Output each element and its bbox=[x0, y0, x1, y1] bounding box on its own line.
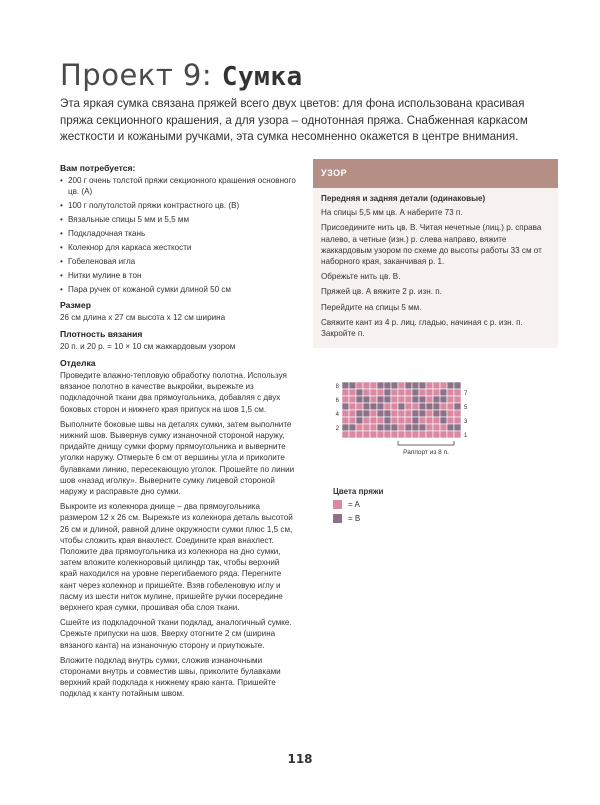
chart-cell bbox=[398, 417, 405, 424]
chart-cell bbox=[377, 403, 384, 410]
materials-list bbox=[60, 175, 296, 295]
chart-cell bbox=[419, 403, 426, 410]
material-item: • Вязальные спицы 5 мм и 5,5 мм bbox=[60, 214, 296, 225]
chart-cell bbox=[398, 403, 405, 410]
pattern-step: Перейдите на спицы 5 мм. bbox=[321, 302, 422, 312]
pattern-heading: УЗОР bbox=[313, 159, 558, 188]
chart-cell bbox=[433, 410, 440, 417]
chart-cell bbox=[405, 424, 412, 431]
chart-cell bbox=[384, 417, 391, 424]
size-section bbox=[60, 299, 296, 324]
legend-item-b bbox=[333, 514, 383, 523]
chart-cell bbox=[391, 431, 398, 438]
legend-item-a bbox=[333, 500, 383, 509]
chart-cell bbox=[433, 403, 440, 410]
chart-cell bbox=[370, 417, 377, 424]
chart-cell bbox=[412, 382, 419, 389]
chart-cell bbox=[398, 410, 405, 417]
chart-cell bbox=[356, 396, 363, 403]
chart-cell bbox=[384, 431, 391, 438]
pattern-box bbox=[313, 159, 558, 348]
chart-cell bbox=[412, 389, 419, 396]
chart-cell bbox=[440, 431, 447, 438]
chart-cell bbox=[433, 431, 440, 438]
chart-row-label: 4 bbox=[335, 412, 339, 418]
chart-cell bbox=[419, 431, 426, 438]
chart-cell bbox=[342, 389, 349, 396]
finishing-paragraph: Выполните боковые швы на деталях сумки, затем выполните нижний шов. Вывернув сумку изнаночной стороной наружу, придайте днищу сумки форму прямоугольника и выверните уголки наружу. Отмерьте 6 см от вершины угла и приколите булавками линию, пересекающую уголок. Прошейте по линии шов «назад иголку». Выверните сумку лицевой стороной наружу и расправьте дно сумки. bbox=[60, 419, 295, 497]
chart-cell bbox=[454, 424, 461, 431]
chart-cell bbox=[405, 396, 412, 403]
chart-cell bbox=[447, 431, 454, 438]
size-text: 26 см длина x 27 см высота x 12 см ширина bbox=[60, 313, 226, 322]
material-item: • Нитки мулине в тон bbox=[60, 270, 296, 281]
chart-cell bbox=[433, 389, 440, 396]
chart-cell bbox=[426, 382, 433, 389]
chart-cell bbox=[426, 410, 433, 417]
chart-cell bbox=[454, 382, 461, 389]
chart-cell bbox=[405, 382, 412, 389]
pattern-body bbox=[313, 188, 558, 348]
chart-cell bbox=[370, 424, 377, 431]
finishing-section bbox=[60, 357, 296, 700]
legend-label-b: = B bbox=[348, 514, 361, 523]
chart-cell bbox=[384, 382, 391, 389]
chart-row-label: 3 bbox=[464, 419, 468, 425]
chart-cell bbox=[349, 396, 356, 403]
chart-cell bbox=[356, 410, 363, 417]
chart-cell bbox=[356, 424, 363, 431]
chart-cell bbox=[412, 417, 419, 424]
chart-cell bbox=[384, 410, 391, 417]
chart-cell bbox=[342, 417, 349, 424]
chart-cell bbox=[426, 424, 433, 431]
chart-cell bbox=[356, 389, 363, 396]
pattern-step: На спицы 5,5 мм цв. А наберите 73 п. bbox=[321, 208, 463, 218]
chart-cell bbox=[426, 389, 433, 396]
chart-row-label: 7 bbox=[464, 391, 468, 397]
chart-cell bbox=[433, 396, 440, 403]
finishing-paragraph: Вложите подклад внутрь сумки, сложив изнаночными сторонами внутрь и совместив швы, приколите булавками верхний край подклада к нижнему краю канта. Пришейте подклад к канту потайным швом. bbox=[60, 655, 281, 699]
finishing-paragraph: Выкроите из колекнора днище – два прямоугольника размером 12 x 26 см. Вырежьте из колекнора деталь высотой 26 см и длиной, равной длине окружности сумки плюс 1,5 см, чтобы сложить края внахлест. Соедините края внахлест. Положите два прямоугольника из колекнора на дно сумки, затем вложите колекноровый цилиндр так, чтобы верхний край находился на уровне перегибаемого ряда. Перегните кант через колекнор и пришейте. Взяв гобеленовую иглу и пасму из шести ниток мулине, пришейте ручки посередине верхнего края сумки, прошивая оба слоя ткани. bbox=[60, 502, 293, 613]
chart-cell bbox=[433, 424, 440, 431]
legend-swatch-b bbox=[333, 514, 342, 523]
chart-cell bbox=[349, 424, 356, 431]
chart-cell bbox=[349, 389, 356, 396]
chart-cell bbox=[363, 431, 370, 438]
chart-cell bbox=[405, 410, 412, 417]
chart-row-label: 6 bbox=[335, 398, 339, 404]
pattern-step: Свяжите кант из 4 р. лиц. гладью, начиная с р. изн. п. Закройте п. bbox=[321, 317, 523, 339]
chart-cell bbox=[398, 431, 405, 438]
chart-cell bbox=[440, 403, 447, 410]
chart-cell bbox=[391, 410, 398, 417]
chart-cell bbox=[412, 424, 419, 431]
chart-cell bbox=[419, 410, 426, 417]
chart-cell bbox=[384, 424, 391, 431]
chart-cell bbox=[454, 389, 461, 396]
chart-cell bbox=[440, 410, 447, 417]
chart-cell bbox=[391, 424, 398, 431]
chart-cell bbox=[391, 417, 398, 424]
chart-cell bbox=[419, 417, 426, 424]
chart-cell bbox=[356, 417, 363, 424]
chart-cell bbox=[426, 396, 433, 403]
chart-cell bbox=[398, 396, 405, 403]
chart-row-label: 1 bbox=[464, 433, 468, 439]
gauge-text: 20 п. и 20 р. = 10 × 10 см жаккардовым узором bbox=[60, 342, 236, 351]
material-item: • 100 г полутолстой пряжи контрастного цв. (B) bbox=[60, 200, 296, 211]
chart-cell bbox=[384, 403, 391, 410]
chart-cell bbox=[426, 417, 433, 424]
gauge-section bbox=[60, 328, 296, 353]
chart-cell bbox=[454, 410, 461, 417]
chart-cell bbox=[370, 389, 377, 396]
chart-cell bbox=[349, 410, 356, 417]
chart-cell bbox=[342, 382, 349, 389]
chart-cell bbox=[356, 403, 363, 410]
repeat-label: Раппорт из 8 п. bbox=[403, 449, 449, 456]
legend-label-a: = A bbox=[348, 500, 360, 509]
chart-cell bbox=[447, 382, 454, 389]
material-item: • 200 г очень толстой пряжи секционного крашения основного цв. (A) bbox=[60, 175, 296, 197]
chart-cell bbox=[419, 382, 426, 389]
chart-cell bbox=[440, 382, 447, 389]
legend-swatch-a bbox=[333, 500, 342, 509]
chart-cell bbox=[398, 389, 405, 396]
chart-cell bbox=[370, 396, 377, 403]
chart-cell bbox=[342, 403, 349, 410]
chart-cell bbox=[363, 396, 370, 403]
chart-cell bbox=[398, 382, 405, 389]
chart-cell bbox=[370, 403, 377, 410]
pattern-step: Пряжей цв. А вяжите 2 р. изн. п. bbox=[321, 287, 442, 297]
title-text: Проект 9: bbox=[60, 58, 222, 92]
chart-row-label: 5 bbox=[464, 405, 468, 411]
chart-cell bbox=[363, 410, 370, 417]
chart-cell bbox=[412, 396, 419, 403]
chart-cell bbox=[342, 424, 349, 431]
chart-cell bbox=[377, 431, 384, 438]
chart-cell bbox=[349, 403, 356, 410]
chart-cell bbox=[412, 431, 419, 438]
chart-row-label: 2 bbox=[335, 426, 339, 432]
chart-cell bbox=[447, 396, 454, 403]
chart-cell bbox=[363, 417, 370, 424]
chart-cell bbox=[447, 417, 454, 424]
chart-cell bbox=[342, 396, 349, 403]
chart-cell bbox=[447, 389, 454, 396]
chart-cell bbox=[405, 403, 412, 410]
materials-section bbox=[60, 162, 296, 295]
intro-paragraph: Эта яркая сумка связана пряжей всего двух цветов: для фона использована красивая пряжа секционного крашения, а для узора – однотонная пряжа. Снабженная каркасом жесткости и кожаными ручками, эта сумка несомненно окажется в центре внимания. bbox=[60, 97, 528, 144]
page-number: 118 bbox=[287, 752, 313, 766]
chart-cell bbox=[412, 410, 419, 417]
chart-cell bbox=[454, 396, 461, 403]
chart-cell bbox=[440, 417, 447, 424]
finishing-paragraph: Проведите влажно-тепловую обработку полотна. Используя вязаное полотно в качестве выкройки, вырежьте из подкладочной ткани два прямоугольника, добавляя с двух боковых сторон и нижнего края припуск на шов 1,5 см. bbox=[60, 371, 287, 414]
chart-cell bbox=[370, 431, 377, 438]
chart-cell bbox=[356, 431, 363, 438]
chart-cell bbox=[384, 396, 391, 403]
chart-cell bbox=[391, 382, 398, 389]
chart-cell bbox=[426, 403, 433, 410]
materials-heading: Вам потребуется: bbox=[60, 163, 136, 173]
chart-cell bbox=[412, 403, 419, 410]
material-item: • Пара ручек от кожаной сумки длиной 50 см bbox=[60, 284, 296, 295]
chart-cell bbox=[426, 431, 433, 438]
chart-cell bbox=[363, 424, 370, 431]
chart-cell bbox=[377, 382, 384, 389]
chart-cell bbox=[419, 424, 426, 431]
chart-cell bbox=[447, 403, 454, 410]
chart-cell bbox=[377, 410, 384, 417]
chart-cell bbox=[363, 382, 370, 389]
chart-cell bbox=[342, 431, 349, 438]
chart-cell bbox=[377, 396, 384, 403]
chart-cell bbox=[405, 431, 412, 438]
chart-cell bbox=[405, 389, 412, 396]
colorwork-chart bbox=[330, 378, 470, 478]
chart-cell bbox=[377, 424, 384, 431]
chart-cell bbox=[454, 431, 461, 438]
chart-cell bbox=[440, 389, 447, 396]
chart-cell bbox=[454, 417, 461, 424]
legend-title: Цвета пряжи bbox=[333, 487, 384, 496]
chart-cell bbox=[363, 403, 370, 410]
chart-cell bbox=[454, 403, 461, 410]
finishing-paragraph: Сшейте из подкладочной ткани подклад, аналогичный сумке. Срежьте припуски на шов. Вверху отогните 2 см (ширина вязаного канта) на изнаночную сторону и приутюжьте. bbox=[60, 618, 292, 650]
finishing-heading: Отделка bbox=[60, 358, 96, 368]
chart-cell bbox=[356, 382, 363, 389]
chart-cell bbox=[419, 396, 426, 403]
chart-cell bbox=[405, 417, 412, 424]
page-title bbox=[60, 58, 303, 92]
repeat-bracket bbox=[398, 441, 454, 445]
chart-cell bbox=[370, 410, 377, 417]
chart-cell bbox=[440, 396, 447, 403]
title-accent-text: Сумка bbox=[221, 62, 303, 92]
chart-cell bbox=[349, 431, 356, 438]
chart-cell bbox=[440, 424, 447, 431]
chart-cell bbox=[377, 389, 384, 396]
yarn-legend bbox=[333, 487, 383, 528]
chart-cell bbox=[391, 403, 398, 410]
chart-cell bbox=[391, 389, 398, 396]
chart-cell bbox=[391, 396, 398, 403]
gauge-heading: Плотность вязания bbox=[60, 329, 143, 339]
chart-cell bbox=[447, 424, 454, 431]
material-item: • Подкладочная ткань bbox=[60, 228, 296, 239]
left-column bbox=[60, 162, 296, 704]
material-item: • Гобеленовая игла bbox=[60, 256, 296, 267]
chart-cell bbox=[447, 410, 454, 417]
chart-cell bbox=[377, 417, 384, 424]
pattern-subheading: Передняя и задняя детали (одинаковые) bbox=[321, 194, 486, 203]
chart-cell bbox=[342, 410, 349, 417]
material-item: • Колекнор для каркаса жесткости bbox=[60, 242, 296, 253]
chart-cell bbox=[370, 382, 377, 389]
chart-cell bbox=[419, 389, 426, 396]
chart-cell bbox=[433, 382, 440, 389]
chart-cell bbox=[433, 417, 440, 424]
pattern-step: Присоедините нить цв. В. Читая нечетные (лиц.) р. справа налево, а четные (изн.) р. слева направо, вяжите жаккардовым узором по схеме до высоты работы 33 см от наборного края, заканчивая р. 1. bbox=[321, 223, 542, 267]
chart-cell bbox=[349, 417, 356, 424]
chart-cell bbox=[398, 424, 405, 431]
chart-cell bbox=[384, 389, 391, 396]
chart-row-label: 8 bbox=[335, 384, 339, 390]
chart-cell bbox=[349, 382, 356, 389]
size-heading: Размер bbox=[60, 300, 91, 310]
pattern-step: Обрежьте нить цв. В. bbox=[321, 272, 401, 282]
chart-cell bbox=[363, 389, 370, 396]
